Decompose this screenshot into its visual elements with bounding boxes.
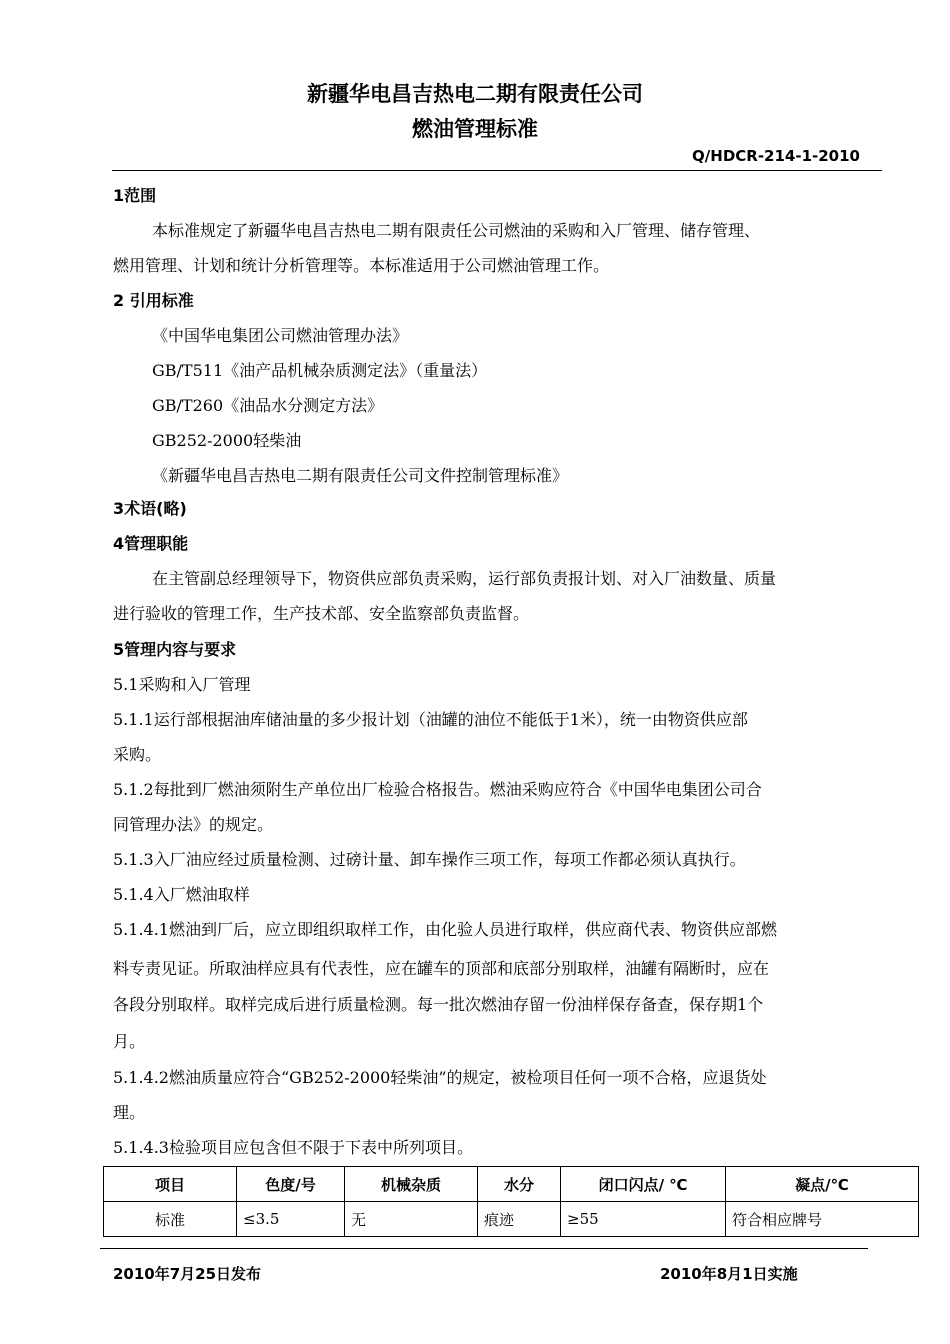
section-heading-duties: 4管理职能 [113,534,189,553]
body-line: 采购。 [113,745,162,764]
section-heading-content: 5管理内容与要求 [113,640,237,659]
reference-item: GB/T260《油品水分测定方法》 [152,396,384,415]
body-line: 5.1.3入厂油应经过质量检测、过磅计量、卸车操作三项工作，每项工作都必须认真执行。 [113,850,746,869]
company-name: 新疆华电昌吉热电二期有限责任公司 [307,82,643,106]
reference-item: 《新疆华电昌吉热电二期有限责任公司文件控制管理标准》 [152,466,569,485]
reference-item: 《中国华电集团公司燃油管理办法》 [152,326,409,345]
header-divider [112,170,882,171]
table-header-row [104,1167,919,1202]
body-line: 进行验收的管理工作，生产技术部、安全监察部负责监督。 [113,604,530,623]
table-cell: ≤3.5 [237,1202,345,1237]
inspection-items-table [103,1166,919,1237]
body-line: 燃用管理、计划和统计分析管理等。本标准适用于公司燃油管理工作。 [113,256,610,275]
subsection-heading: 5.1采购和入厂管理 [113,675,251,694]
table-cell: 无 [345,1202,478,1237]
body-line: 5.1.2每批到厂燃油须附生产单位出厂检验合格报告。燃油采购应符合《中国华电集团公司合 [113,780,762,799]
body-line: 5.1.4.3检验项目应包含但不限于下表中所列项目。 [113,1138,473,1157]
body-line: 5.1.4.1燃油到厂后，应立即组织取样工作，由化验人员进行取样，供应商代表、物资供应部燃 [113,920,777,939]
table-row [104,1202,919,1237]
table-header-cell: 项目 [104,1167,237,1202]
table-cell: 标准 [104,1202,237,1237]
body-line: 月。 [113,1032,146,1051]
body-line: 在主管副总经理领导下，物资供应部负责采购，运行部负责报计划、对入厂油数量、质量 [152,569,777,588]
reference-item: GB/T511《油产品机械杂质测定法》（重量法） [152,361,488,380]
body-line: 料专责见证。所取油样应具有代表性，应在罐车的顶部和底部分别取样，油罐有隔断时，应在 [113,959,770,978]
footer-divider [100,1248,868,1249]
effective-date: 2010年8月1日实施 [660,1265,798,1283]
publish-date: 2010年7月25日发布 [113,1265,262,1283]
table-cell: 痕迹 [478,1202,561,1237]
table-header-cell: 色度/号 [237,1167,345,1202]
table-cell: 符合相应牌号 [726,1202,919,1237]
body-line: 本标准规定了新疆华电昌吉热电二期有限责任公司燃油的采购和入厂管理、储存管理、 [152,221,761,240]
reference-item: GB252-2000轻柴油 [152,431,302,450]
table-header-cell: 水分 [478,1167,561,1202]
table-header-cell: 闭口闪点/ ℃ [561,1167,726,1202]
body-line: 5.1.4.2燃油质量应符合“GB252-2000轻柴油”的规定，被检项目任何一项不合格，应退货处 [113,1068,767,1087]
document-number: Q/HDCR-214-1-2010 [692,147,860,165]
body-line: 5.1.1运行部根据油库储油量的多少报计划（油罐的油位不能低于1米），统一由物资供应部 [113,710,748,729]
document-title: 燃油管理标准 [412,117,538,141]
section-heading-scope: 1范围 [113,186,157,205]
body-line: 各段分别取样。取样完成后进行质量检测。每一批次燃油存留一份油样保存备查，保存期1个 [113,995,764,1014]
body-line: 同管理办法》的规定。 [113,815,274,834]
section-heading-references: 2 引用标准 [113,291,194,310]
subsection-heading: 5.1.4入厂燃油取样 [113,885,250,904]
table-header-cell: 凝点/℃ [726,1167,919,1202]
body-line: 理。 [113,1103,146,1122]
table-header-cell: 机械杂质 [345,1167,478,1202]
section-heading-terms: 3术语(略) [113,499,187,518]
table-cell: ≥55 [561,1202,726,1237]
